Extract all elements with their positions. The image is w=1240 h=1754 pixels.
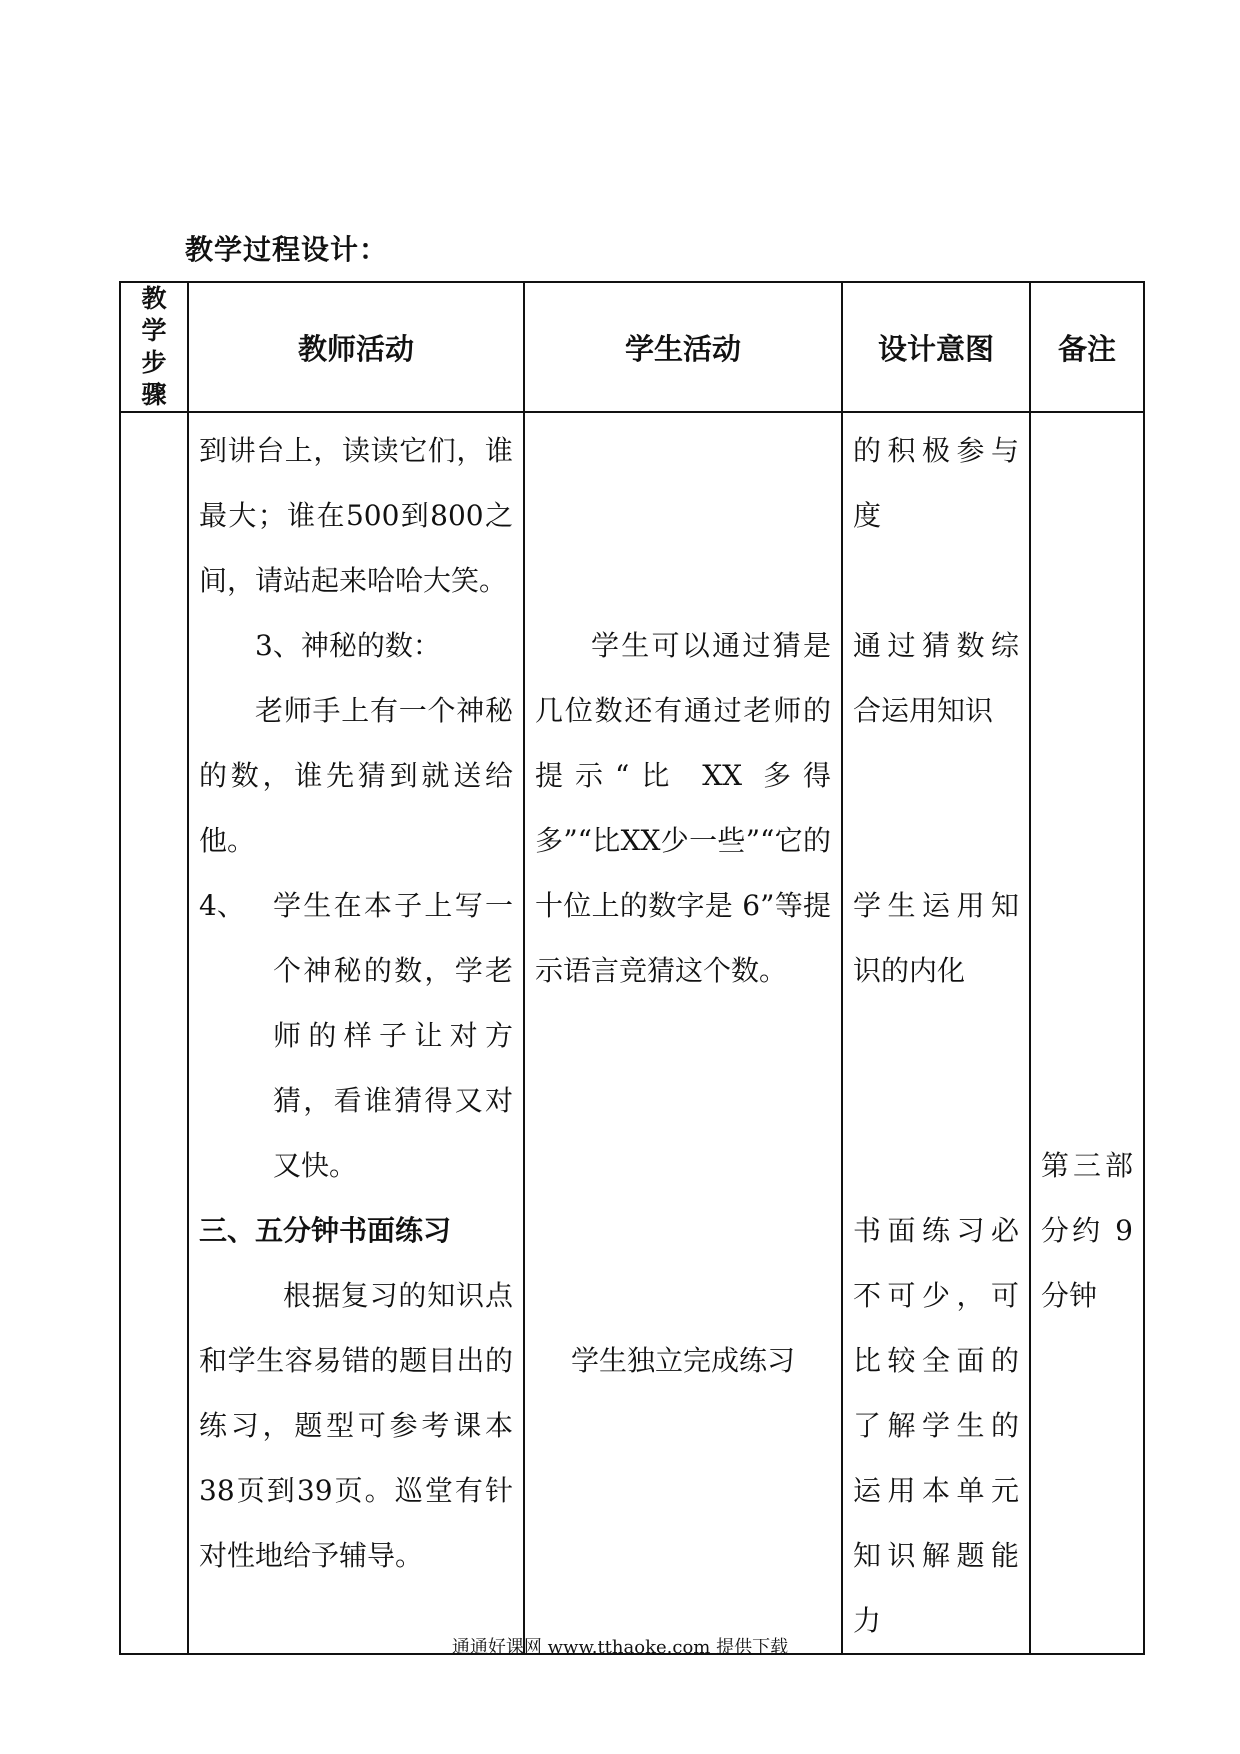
header-student — [524, 282, 842, 412]
header-teacher — [188, 282, 524, 412]
header-step-char: 步 — [141, 348, 167, 377]
intent-para-3: 学生运用知识的内化 — [853, 889, 1019, 987]
teacher-item-4 — [199, 873, 513, 1198]
table-header-row — [120, 282, 1144, 412]
notes-para-1: 第三部分约 9 分钟 — [1041, 1149, 1133, 1312]
teacher-para-4: 根据复习的知识点和学生容易错的题目出的练习，题型可参考课本38页到39页。巡堂有针对性地给予辅导。 — [199, 1279, 513, 1572]
header-notes — [1030, 282, 1144, 412]
step-cell — [120, 412, 188, 1654]
table-body-row — [120, 412, 1144, 1654]
intent-para-4: 书面练习必不可少，可比较全面的了解学生的运用本单元知识解题能力 — [853, 1214, 1019, 1637]
header-teacher-label: 教师活动 — [297, 331, 414, 366]
notes-cell — [1030, 412, 1144, 1654]
teacher-para-1: 到讲台上，读读它们，谁最大；谁在500到800之间，请站起来哈哈大笑。 — [199, 434, 513, 597]
intent-cell — [842, 412, 1030, 1654]
header-step-char: 学 — [141, 316, 167, 345]
intent-para-1: 的积极参与度 — [853, 434, 1019, 532]
student-cell — [524, 412, 842, 1654]
header-notes-label: 备注 — [1057, 331, 1116, 366]
header-step-char: 骤 — [141, 380, 167, 409]
header-intent-label: 设计意图 — [877, 331, 994, 366]
teacher-cell — [188, 412, 524, 1654]
teacher-para-2: 3、神秘的数： — [255, 629, 441, 662]
section-3-title: 三、五分钟书面练习 — [199, 1214, 452, 1247]
header-student-label: 学生活动 — [624, 331, 741, 366]
intent-para-2: 通过猜数综合运用知识 — [853, 629, 1019, 727]
student-para-1: 学生可以通过猜是几位数还有通过老师的提示“比 XX 多得多”“比XX少一些”“它的十位上的数字是 6”等提示语言竞猜这个数。 — [535, 629, 831, 987]
student-para-2: 学生独立完成练习 — [570, 1344, 795, 1377]
page-footer: 通通好课网 www.tthaoke.com 提供下载 — [451, 1637, 789, 1658]
lesson-plan-table — [119, 281, 1145, 1655]
page-heading: 教学过程设计： — [185, 233, 389, 266]
teacher-item-4-number: 4、 — [199, 889, 245, 922]
teacher-item-4-text: 学生在本子上写一个神秘的数，学老师的样子让对方猜，看谁猜得又对又快。 — [273, 889, 513, 1182]
teacher-para-3: 老师手上有一个神秘的数，谁先猜到就送给他。 — [199, 694, 513, 857]
header-step-char: 教 — [141, 284, 167, 313]
header-step — [120, 282, 188, 412]
header-intent — [842, 282, 1030, 412]
